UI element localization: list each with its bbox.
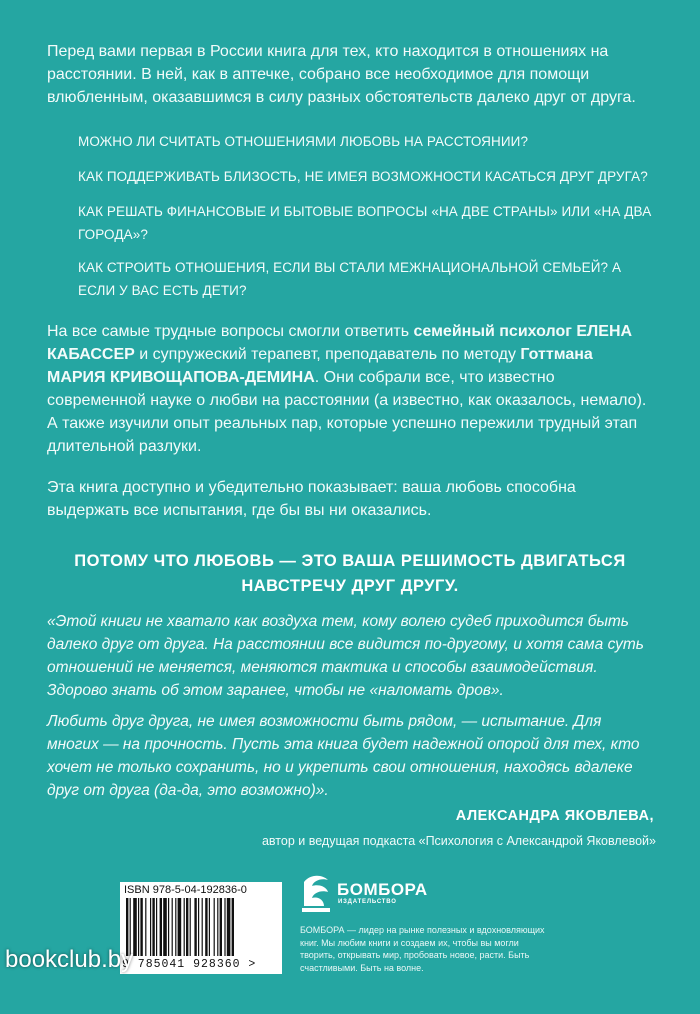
- barcode-icon: [124, 898, 274, 958]
- barcode-bar: [172, 898, 173, 956]
- barcode-bar: [138, 898, 139, 956]
- barcode-bar: [150, 898, 151, 956]
- barcode-bar: [214, 898, 215, 956]
- author-2-name: Готтмана МАРИЯ КРИВОЩАПОВА-ДЕМИНА: [47, 346, 593, 386]
- barcode-bar: [220, 898, 222, 956]
- barcode-bar: [217, 898, 218, 956]
- barcode-bar: [190, 898, 191, 956]
- barcode-bar: [160, 898, 162, 956]
- authors-text: На все самые трудные вопросы смогли ответить: [47, 323, 414, 340]
- question-list: [78, 130, 658, 315]
- author-1-name: семейный психолог ЕЛЕНА КАБАССЕР: [47, 323, 633, 363]
- barcode-bar: [168, 898, 169, 956]
- barcode-bar: [184, 898, 185, 956]
- barcode-bar: [163, 898, 167, 956]
- authors-text: и супружеский терапевт, преподаватель по методу: [134, 346, 521, 363]
- summary-paragraph: Эта книга доступно и убедительно показывает: ваша любовь способна выдержать все испытания, где бы вы ни оказались.: [47, 479, 576, 519]
- barcode-bar: [194, 898, 196, 956]
- intro-paragraph: Перед вами первая в России книга для тех, кто находится в отношениях на расстоянии. В ней, как в аптечке, собрано все необходимое для помощи влюбленным, оказавшимся в силу разных обстоятельств далеко друг от друга.: [47, 43, 636, 106]
- barcode-bar: [186, 898, 188, 956]
- barcode-bar: [140, 898, 142, 956]
- authors-paragraph: [47, 320, 647, 458]
- publisher-description: БОМБОРА — лидер на рынке полезных и вдохновляющих книг. Мы любим книги и создаем их, чтобы вы могли творить, открывать мир, пробовать новое, расти. Быть счастливыми. Быть на волне.: [300, 925, 545, 973]
- barcode-bar: [224, 898, 225, 956]
- question-item: МОЖНО ЛИ СЧИТАТЬ ОТНОШЕНИЯМИ ЛЮБОВЬ НА РАССТОЯНИИ?: [78, 134, 529, 149]
- quote-author-name: АЛЕКСАНДРА ЯКОВЛЕВА,: [455, 808, 654, 824]
- barcode-bar: [232, 898, 234, 956]
- barcode-bar: [156, 898, 157, 956]
- question-item: КАК СТРОИТЬ ОТНОШЕНИЯ, ЕСЛИ ВЫ СТАЛИ МЕЖНАЦИОНАЛЬНОЙ СЕМЬЕЙ? А ЕСЛИ У ВАС ЕСТЬ ДЕТИ?: [78, 260, 622, 298]
- barcode-bar: [152, 898, 154, 956]
- review-quote: [47, 610, 657, 810]
- quote-paragraph: Любить друг друга, не имея возможности быть рядом, — испытание. Для многих — на прочность. Пусть эта книга будет надежной опорой для тех, кто хочет не только сохранить, но и укрепить свои отношения, находясь вдалеке друг от друга (да-да, это возможно)».: [47, 713, 640, 799]
- slogan: [60, 549, 640, 599]
- barcode-bar: [178, 898, 182, 956]
- publisher-subtitle: ИЗДАТЕЛЬСТВО: [338, 899, 397, 905]
- publisher-name: БОМБОРА: [337, 880, 428, 899]
- barcode-bar: [145, 898, 146, 956]
- slogan-line: ПОТОМУ ЧТО ЛЮБОВЬ — ЭТО ВАША РЕШИМОСТЬ ДВИГАТЬСЯ: [74, 552, 626, 570]
- barcode-bar: [133, 898, 137, 956]
- barcode-bar: [205, 898, 207, 956]
- bombora-wave-logo-icon: [300, 872, 334, 918]
- authors-text: . Они собрали все, что известно современной науке о любви на расстоянии (а известно, как оказалось, немало). А также изучили опыт реальных пар, которые успешно пережили трудный этап длительной разлуки.: [47, 369, 647, 455]
- barcode-bar: [227, 898, 231, 956]
- barcode-digits: 9 785041 928360 >: [122, 958, 257, 971]
- barcode-box: [120, 882, 282, 974]
- isbn-label: ISBN 978-5-04-192836-0: [124, 884, 247, 896]
- barcode-bar: [175, 898, 176, 956]
- question-item: КАК РЕШАТЬ ФИНАНСОВЫЕ И БЫТОВЫЕ ВОПРОСЫ «НА ДВЕ СТРАНЫ» ИЛИ «НА ДВА ГОРОДА»?: [78, 204, 652, 242]
- barcode-bar: [198, 898, 199, 956]
- slogan-line: НАВСТРЕЧУ ДРУГ ДРУГУ.: [241, 577, 459, 595]
- barcode-bar: [209, 898, 210, 956]
- watermark[interactable]: bookclub.by: [5, 946, 134, 973]
- question-item: КАК ПОДДЕРЖИВАТЬ БЛИЗОСТЬ, НЕ ИМЕЯ ВОЗМОЖНОСТИ КАСАТЬСЯ ДРУГ ДРУГА?: [78, 169, 648, 184]
- quote-author-role: автор и ведущая подкаста «Психология с Александрой Яковлевой»: [261, 834, 656, 848]
- quote-paragraph: «Этой книги не хватало как воздуха тем, кому волею судеб приходится быть далеко друг от друга. На расстоянии все видится по-другому, и хотя сама суть отношений не меняется, меняются тактика и способы взаимодействия. Здорово знать об этом заранее, чтобы не «наломать дров».: [47, 613, 644, 699]
- barcode-bar: [202, 898, 203, 956]
